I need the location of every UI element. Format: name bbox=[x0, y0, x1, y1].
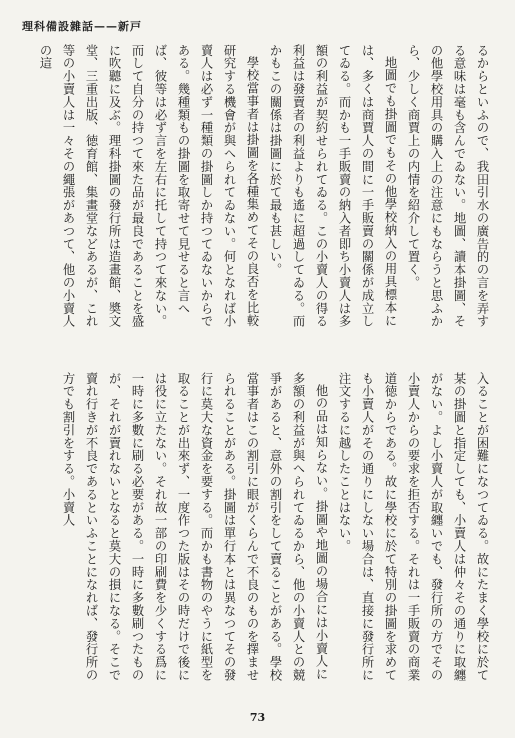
paragraph: るからといふので、我田引水の廣告的の言を弄する意味は毫も含んでゐない。地圖、讀本掛圖、その他學校用具の購入上の注意にもならうと思ふから、少しく商賈上の内情を紹介して置く。 bbox=[406, 44, 489, 328]
paragraph: 入ることが困難になつてゐる。故にたまく學校に於て某の掛圖と指定しても、小賣人は仲々その通りに取纏がない。よし小賣人が取纏いでも、發行所の方でその小賣人からの要求を拒否する。それは一手販賣の商業道徳からである。故に學校に於て特別の掛圖を求めても小賣人がその通りにしない場合は、直接に發行所に注文するに越したことはない。 bbox=[337, 372, 489, 682]
bottom-text-block bbox=[23, 372, 493, 692]
page-number: 73 bbox=[249, 711, 266, 724]
paragraph: 他の品は知らない。掛圖や地圖の場合には小賣人に多額の利益が與へられてゐるから、他の小賣人との競爭があると、意外の割引をして賣ることがある。學校當事者はこの割引に眼がくらんで不良のものを擇ませられることがある。掛圖は單行本とは異なつてその發行に莫大な資金を要する。而かも書物のやうに紙型を取ることが出來ず、一度作つた版はその時だけで後には役に立たない。それ故一部の印刷費を少くする爲に一時に多數に刷る必要がある。一時に多數刷つたものが、それが賣れないとなると莫大の損になる。そこで賣れ行きが不良であるといふことになれば、發行所の方でも割引をする。小賣人 bbox=[61, 372, 328, 682]
paragraph: 學校當事者は掛圖を各種集めてその良否を比較研究する機會が與へられてゐない。何となれば小賣人は必ず一種類の掛圖しか持つてゐないからである。幾種類もの掛圖を取寄せて見せると言へば、彼等は必ず言を左右に托して持つて來ない。而して自分の持つて來た品が最良であることを盛に吹聽に及ぶ。理科掛圖の發行所は造畫館、奬文堂、三重出版、徳育館、集畫堂などあるが、これ等の小賣人は一々その繩張があつて、他の小賣人の這 bbox=[38, 44, 259, 328]
paragraph: 地圖でも掛圖でもその他學校納入の用具標本には、多くは商賈人の間に一手販賣の關係が成立してゐる。而かも一手販賣の納入者即ち小賣人は多額の利益が契約せられてゐる。この小賣人の得る利益は發賣者の利益よりも遙に超過してゐる。而かもこの關係は掛圖に於て最も甚しい。 bbox=[268, 44, 397, 328]
running-head: 理科備設雜話——新戸 bbox=[22, 20, 142, 33]
top-text-block bbox=[23, 44, 493, 334]
